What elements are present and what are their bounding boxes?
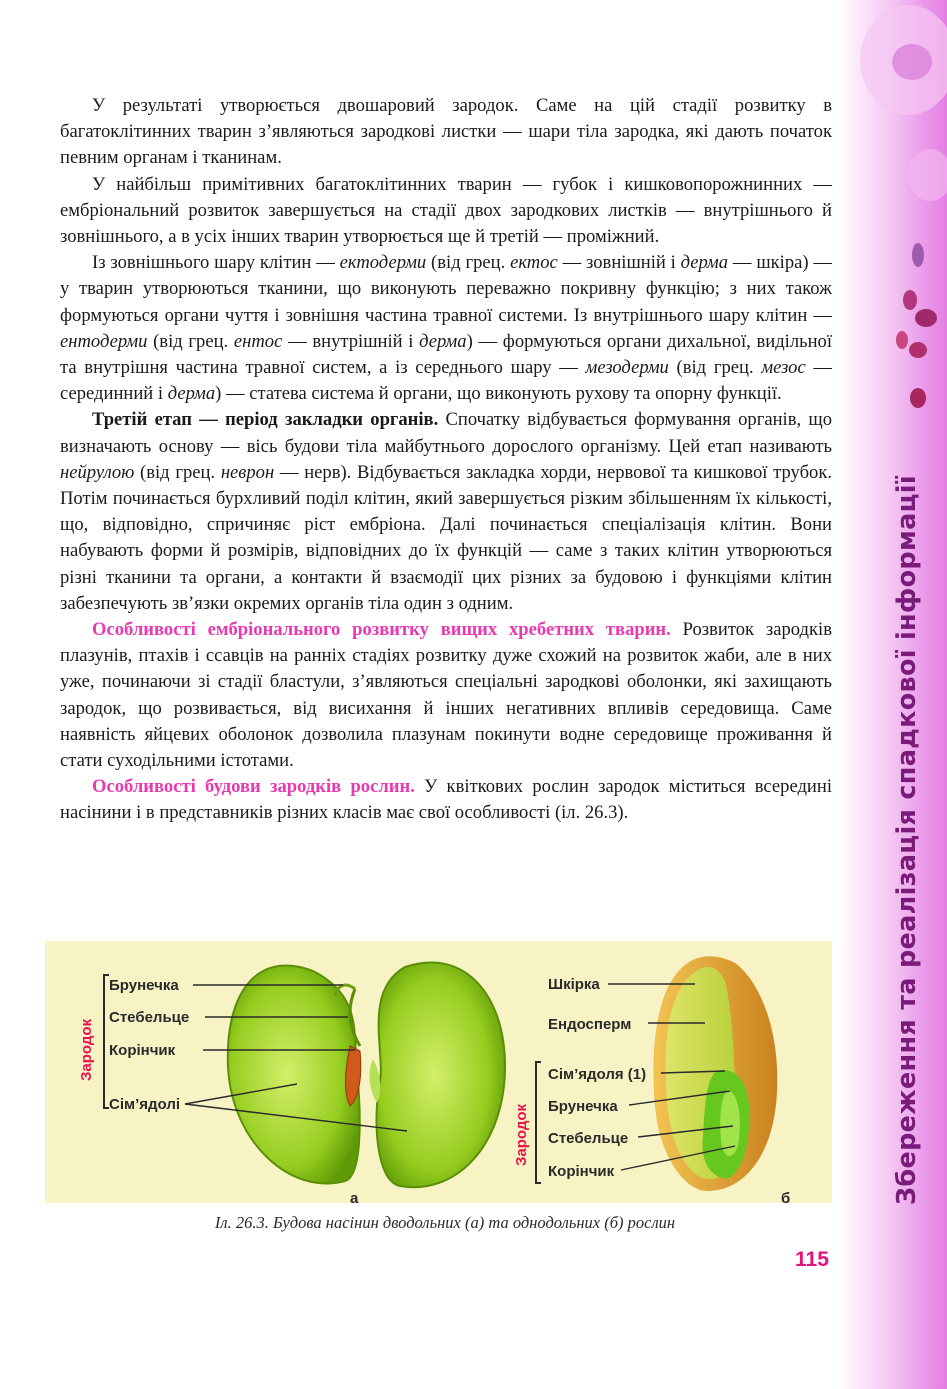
monocot-seed xyxy=(653,956,777,1191)
section-heading: Третій етап — період закладки органів. xyxy=(92,409,439,431)
paragraph xyxy=(60,617,832,774)
text-run: — внутрішній і xyxy=(282,330,420,352)
text-run: (від грец. xyxy=(147,330,234,352)
text-run: — зовнішній і xyxy=(557,252,681,274)
text-run: У квіткових рослин зародок міститься всередині насінини і в представників різних класів має свої особливості (іл. 26.3). xyxy=(60,776,832,824)
cell-illustration xyxy=(838,0,947,460)
italic-term: дерма xyxy=(419,330,467,352)
text-run: У найбільш примітивних багатоклітинних тварин — губок і кишковопорожнинних — ембріональний розвиток завершується на стадії двох зародкових листків — внутрішнього й зовнішнього, а в усіх інших тварин утворюється ще й третій — проміжний. xyxy=(60,173,832,248)
monocot-label-endosperm: Ендосперм xyxy=(548,1016,632,1033)
paragraph xyxy=(60,774,832,826)
dicot-label-radicle: Корінчик xyxy=(109,1042,176,1059)
text-run: — нерв). Відбувається закладка хорди, нервової та кишкової трубок. Потім починається бурхливий поділ клітин, який завершується різким збільшенням їх кількості, що, відповідно, спричиняє ріст ембріона. Далі починається спеціалізація клітин. Вони набувають форми й розмірів, відповідних до їх функцій — саме з таких клітин утворюються різні тканини та органи, а контакти й взаємодії цих різних за будовою і функціями клітин забезпечують зв’язки окремих органів тіла один з одним. xyxy=(60,461,833,614)
text-run: Розвиток зародків плазунів, птахів і ссавців на ранніх стадіях розвитку дуже схожий на розвиток жаби, але в них уже, починаючи зі стадії бластули, з’являються спеціальні зародкові оболонки, які захищають зародок, що розвивається, від висихання й інших негативних впливів середовища. Саме наявність яйцевих оболонок дозволила плазунам покинути водне середовище проживання й стати суходільними істотами. xyxy=(60,619,832,772)
text-run: ) — формуються органи дихальної, видільної та внутрішня частина травної систем, а із середнього шару — xyxy=(60,330,832,379)
paragraph xyxy=(60,172,832,251)
page-number: 115 xyxy=(795,1248,829,1271)
dicot-label-cotyledons: Сім’ядолі xyxy=(109,1096,181,1113)
text-run: (від грец. xyxy=(134,461,221,483)
monocot-letter: б xyxy=(781,1190,791,1203)
dicot-embryo-label: Зародок xyxy=(78,1018,95,1081)
text-run: — шкіра) — у тварин утворюються тканини, що виконують переважно покривну функцію; з них також формуються органи чуття і зовнішня частина травної системи. Із внутрішнього шару клітин — xyxy=(60,252,832,326)
text-run: — серединний і xyxy=(60,357,832,405)
text-run: ) — статева система й органи, що виконують рухову та опорну функції. xyxy=(215,383,782,405)
italic-term: неврон xyxy=(220,461,275,483)
seed-diagram xyxy=(45,941,832,1203)
monocot-label-cotyledon: Сім’ядоля (1) xyxy=(548,1066,647,1083)
highlight-heading: Особливості будови зародків рослин. xyxy=(92,776,415,798)
italic-term: ектос xyxy=(510,252,558,274)
paragraph xyxy=(60,250,832,407)
dicot-seed xyxy=(228,962,505,1187)
text-run: (від грец. xyxy=(668,357,762,379)
dicot-label-plumule: Брунечка xyxy=(109,977,179,994)
monocot-label-stem: Стебельце xyxy=(548,1130,629,1147)
text-run: Із зовнішнього шару клітин — xyxy=(92,252,340,274)
italic-term: ентодерми xyxy=(60,330,148,352)
monocot-embryo-label: Зародок xyxy=(513,1103,530,1166)
text-run: (від грец. xyxy=(426,252,511,274)
monocot-label-husk: Шкірка xyxy=(548,976,600,993)
paragraph xyxy=(60,407,832,617)
chapter-title: Збереження та реалізація спадкової інформації xyxy=(892,475,922,1205)
figure-seed-structure xyxy=(45,941,832,1203)
italic-term: нейрулою xyxy=(60,461,135,483)
italic-term: дерма xyxy=(167,383,216,405)
italic-term: мезос xyxy=(761,357,806,379)
body-text xyxy=(60,93,832,827)
text-run: Спочатку відбувається формування органів, що визначають основу — вісь будови тіла майбутнього дорослого організму. Цей етап називають xyxy=(60,409,832,457)
text-run: У результаті утворюється двошаровий зародок. Саме на цій стадії розвитку в багатоклітинних тварин з’являються зародкові листки — шари тіла зародка, які дають початок певним органам і тканинам. xyxy=(60,95,832,169)
italic-term: ентос xyxy=(233,330,283,352)
italic-term: дерма xyxy=(680,252,729,274)
highlight-heading: Особливості ембріонального розвитку вищих хребетних тварин. xyxy=(92,619,671,641)
italic-term: ектодерми xyxy=(339,252,427,274)
italic-term: мезодерми xyxy=(585,357,669,379)
figure-caption: Іл. 26.3. Будова насінин дводольних (а) та однодольних (б) рослин xyxy=(214,1213,676,1232)
dicot-letter: а xyxy=(350,1190,359,1203)
monocot-label-plumule: Брунечка xyxy=(548,1098,618,1115)
monocot-label-radicle: Корінчик xyxy=(548,1163,615,1180)
dicot-label-stem: Стебельце xyxy=(109,1009,190,1026)
paragraph xyxy=(60,93,832,172)
